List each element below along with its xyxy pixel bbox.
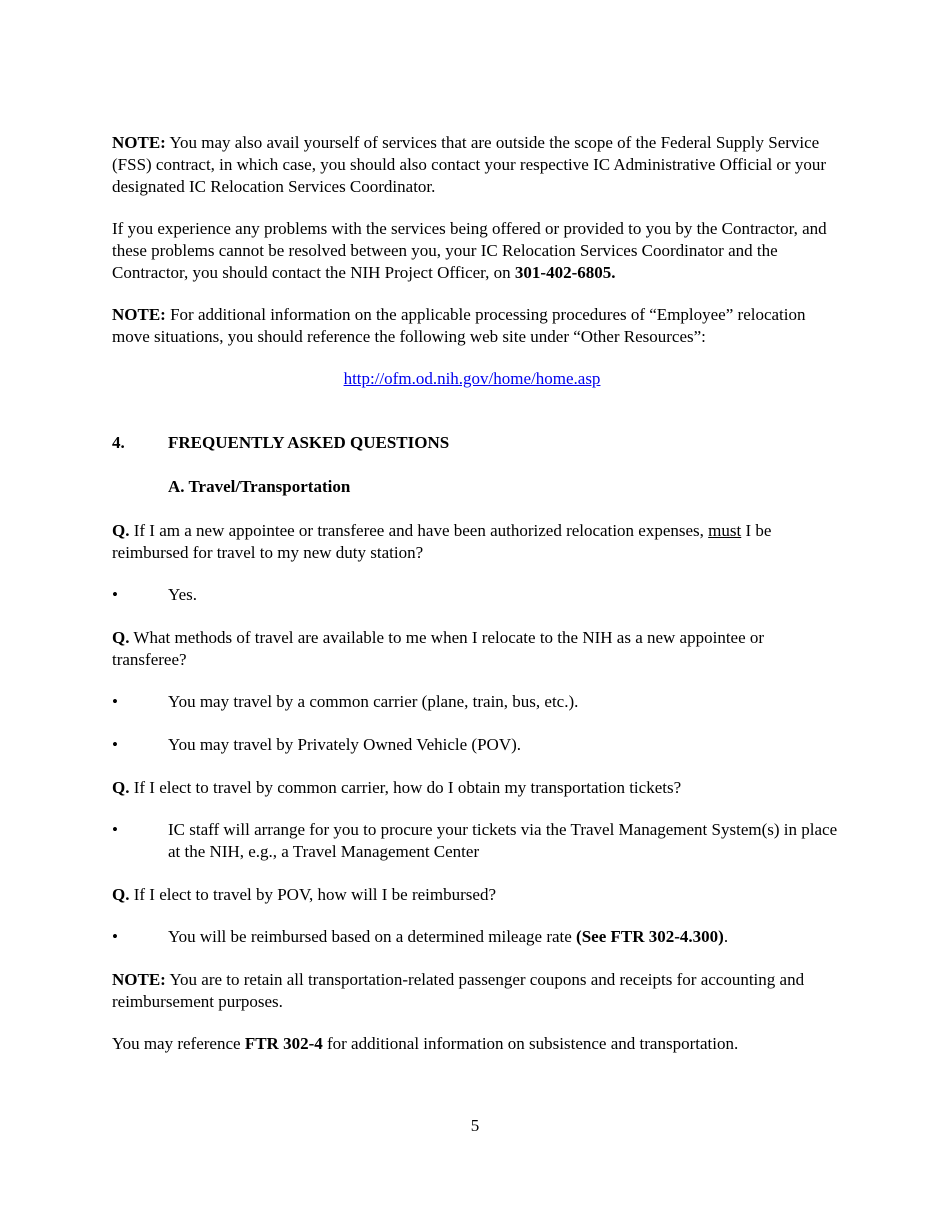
faq-answer xyxy=(112,926,840,948)
bullet-icon: • xyxy=(112,820,118,839)
resource-link-line xyxy=(112,368,840,390)
section-title: FREQUENTLY ASKED QUESTIONS xyxy=(168,433,450,452)
reference-text: You may reference xyxy=(112,1034,245,1053)
answer-text: IC staff will arrange for you to procure your tickets via the Travel Management System(s) in place at the NIH, e.g., a Travel Management Center xyxy=(168,820,838,861)
faq-answer xyxy=(112,691,840,713)
page-number: 5 xyxy=(470,1116,480,1135)
answer-text: Yes. xyxy=(168,585,197,604)
note-label: NOTE: xyxy=(112,970,166,989)
document-body xyxy=(112,132,840,1075)
section-number: 4. xyxy=(112,433,125,452)
problems-text: If you experience any problems with the services being offered or provided to you by the Contractor, and these problems cannot be resolved between you, your IC Relocation Services Coordinator and the Contractor, you should contact the NIH Project Officer, on xyxy=(112,219,827,282)
question-text: If I elect to travel by common carrier, how do I obtain my transportation tickets? xyxy=(129,778,682,797)
question-text: If I am a new appointee or transferee and have been authorized relocation expenses, xyxy=(129,521,709,540)
answer-end: . xyxy=(723,927,729,946)
question-label: Q. xyxy=(112,628,130,647)
note-text: You are to retain all transportation-related passenger coupons and receipts for accounting and reimbursement purposes. xyxy=(112,970,805,1011)
question-text: What methods of travel are available to me when I relocate to the NIH as a new appointee or transferee? xyxy=(112,628,765,669)
answer-text: You may travel by Privately Owned Vehicle (POV). xyxy=(168,735,522,754)
bullet-icon: • xyxy=(112,692,118,711)
note-label: NOTE: xyxy=(112,305,166,324)
note-label: NOTE: xyxy=(112,133,166,152)
faq-answer xyxy=(112,819,840,863)
ftr-citation: (See FTR 302-4.300) xyxy=(576,927,724,946)
problems-paragraph xyxy=(112,218,840,284)
bullet-icon: • xyxy=(112,735,118,754)
ftr-reference: FTR 302-4 xyxy=(244,1034,323,1053)
faq-question xyxy=(112,520,840,564)
bullet-icon: • xyxy=(112,585,118,604)
faq-question xyxy=(112,627,840,671)
section-heading xyxy=(112,432,840,454)
faq-answer xyxy=(112,734,840,756)
question-label: Q. xyxy=(112,778,130,797)
subsection-heading: A. Travel/Transportation xyxy=(168,477,351,496)
note-text: You may also avail yourself of services that are outside the scope of the Federal Supply Service (FSS) contract, in which case, you should also contact your respective IC Administrative Official or your designated IC Relocation Services Coordinator. xyxy=(112,133,826,196)
question-label: Q. xyxy=(112,521,130,540)
answer-text: You may travel by a common carrier (plane, train, bus, etc.). xyxy=(168,692,579,711)
note-text: For additional information on the applicable processing procedures of “Employee” relocation move situations, you should reference the following web site under “Other Resources”: xyxy=(112,305,806,346)
faq-answer xyxy=(112,584,840,606)
question-label: Q. xyxy=(112,885,130,904)
project-officer-phone: 301-402-6805. xyxy=(514,263,616,282)
note-paragraph-retain xyxy=(112,969,840,1013)
answer-text: You will be reimbursed based on a determined mileage rate xyxy=(168,927,577,946)
ofm-web-link[interactable]: http://ofm.od.nih.gov/home/home.asp xyxy=(343,369,601,388)
question-text-end: I be reimbursed for travel to my new duty station? xyxy=(112,521,772,562)
note-paragraph-resources xyxy=(112,304,840,348)
faq-question xyxy=(112,777,840,799)
bullet-icon: • xyxy=(112,927,118,946)
reference-text-end: for additional information on subsistence and transportation. xyxy=(322,1034,739,1053)
faq-question xyxy=(112,884,840,906)
note-paragraph-fss xyxy=(112,132,840,198)
question-text: If I elect to travel by POV, how will I be reimbursed? xyxy=(129,885,496,904)
question-emphasis: must xyxy=(708,521,742,540)
reference-paragraph xyxy=(112,1033,840,1055)
